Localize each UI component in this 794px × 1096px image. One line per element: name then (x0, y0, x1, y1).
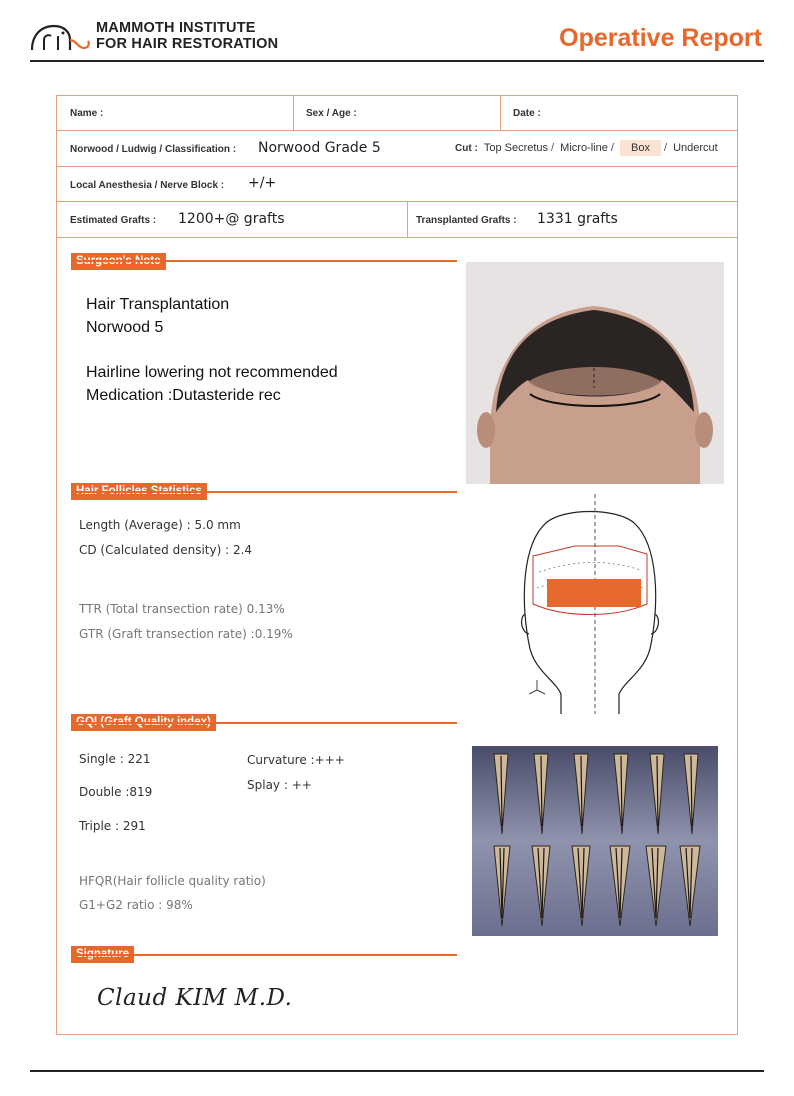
cut-label: Cut : (455, 143, 478, 154)
grafts-row (57, 202, 737, 238)
gqi-splay: Splay : ++ (247, 778, 312, 792)
cell-divider (407, 202, 408, 237)
institute-name (96, 20, 278, 52)
note-line: Hair Transplantation (86, 296, 230, 313)
gqi-triple: Triple : 291 (79, 819, 146, 833)
anesthesia-row (57, 167, 737, 202)
transplanted-grafts-value: 1331 grafts (537, 211, 618, 227)
institute-name-line2: FOR HAIR RESTORATION (96, 36, 279, 52)
cut-separator: / (610, 142, 614, 154)
gqi-ratio: G1+G2 ratio : 98% (79, 898, 193, 912)
stat-length: Length (Average) : 5.0 mm (79, 518, 241, 532)
sex-age-label: Sex / Age : (306, 108, 357, 119)
footer-divider (30, 1070, 764, 1072)
cut-option-undercut: Undercut (673, 142, 718, 154)
estimated-grafts-value: 1200+@ grafts (178, 211, 285, 227)
stat-calculated-density: CD (Calculated density) : 2.4 (79, 543, 253, 557)
report-form (56, 95, 738, 1035)
stat-total-transection-rate: TTR (Total transection rate) 0.13% (79, 602, 285, 616)
page-header (30, 18, 764, 62)
cut-separator: / (551, 142, 555, 154)
donor-area-diagram (515, 494, 665, 714)
cut-option-box-selected: Box (620, 140, 661, 156)
report-title: Operative Report (559, 24, 762, 52)
patient-info-row (57, 96, 737, 131)
gqi-single: Single : 221 (79, 752, 151, 766)
anesthesia-value: +/+ (248, 175, 277, 191)
cell-divider (293, 96, 294, 130)
gqi-hfqr: HFQR(Hair follicle quality ratio) (79, 874, 266, 888)
cell-divider (500, 96, 501, 130)
name-label: Name : (70, 108, 104, 119)
section-divider (71, 954, 457, 956)
note-line: Norwood 5 (86, 319, 164, 336)
note-line: Medication :Dutasteride rec (86, 387, 281, 404)
mammoth-logo-icon (30, 22, 92, 52)
cut-option-top-secretus: Top Secretus (483, 142, 549, 154)
institute-name-line1: MAMMOTH INSTITUTE (96, 20, 256, 36)
note-line-blank (86, 339, 338, 361)
gqi-curvature: Curvature :+++ (247, 753, 345, 767)
classification-value: Norwood Grade 5 (258, 140, 381, 156)
grafts-photo (472, 746, 718, 936)
classification-label: Norwood / Ludwig / Classification : (70, 144, 237, 155)
gqi-double: Double :819 (79, 785, 153, 799)
section-divider (71, 722, 457, 724)
stat-graft-transection-rate: GTR (Graft transection rate) :0.19% (79, 627, 293, 641)
surgeons-note-text (86, 293, 338, 407)
cut-separator: / (663, 142, 668, 154)
anesthesia-label: Local Anesthesia / Nerve Block : (70, 180, 225, 191)
note-line: Hairline lowering not recommended (86, 364, 338, 381)
section-divider (71, 491, 457, 493)
date-label: Date : (513, 108, 541, 119)
cut-options (455, 142, 721, 154)
surgeon-signature: Claud KIM M.D. (97, 985, 293, 1011)
estimated-grafts-label: Estimated Grafts : (70, 215, 157, 226)
scalp-photo (466, 262, 724, 484)
header-divider (30, 60, 764, 62)
classification-row (57, 131, 737, 167)
cut-option-micro-line: Micro-line (560, 142, 608, 154)
transplanted-grafts-label: Transplanted Grafts : (416, 215, 517, 226)
section-divider (71, 260, 457, 262)
